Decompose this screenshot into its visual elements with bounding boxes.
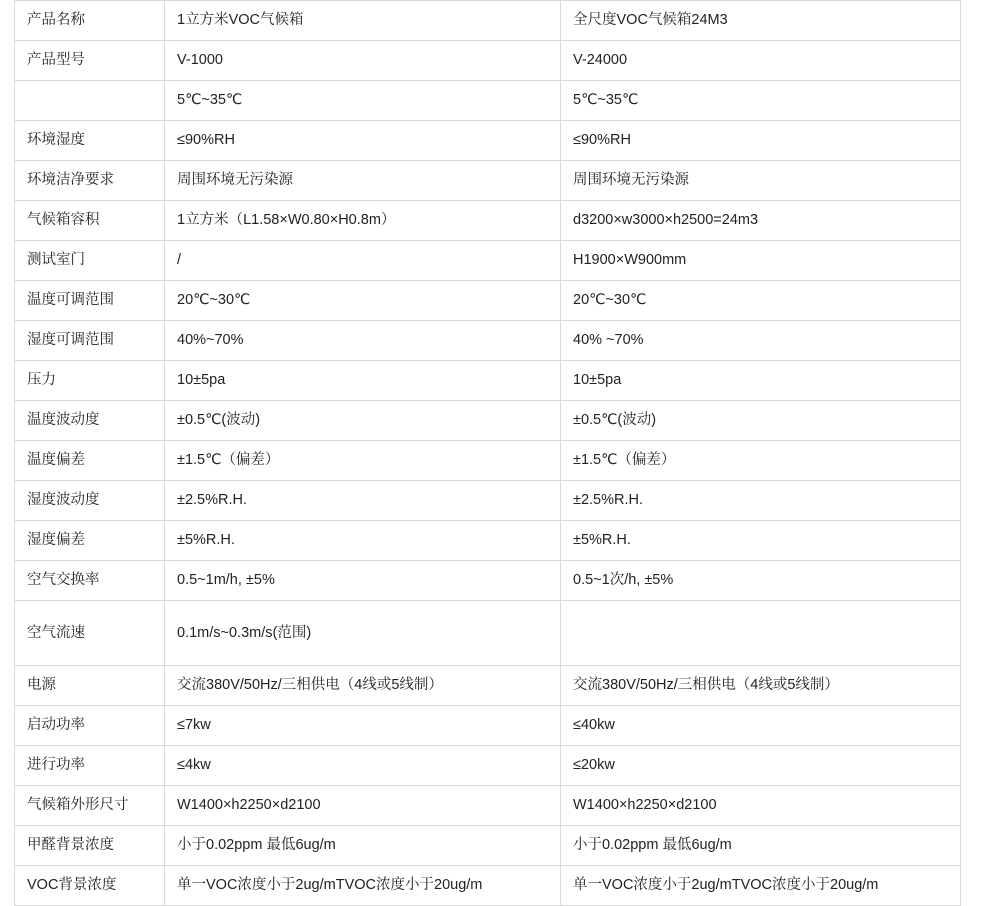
row-value-model-2: 单一VOC浓度小于2ug/mTVOC浓度小于20ug/m [561,866,961,906]
table-row [15,521,961,561]
table-row [15,601,961,666]
row-value-model-2: V-24000 [561,41,961,81]
row-value-model-1: ≤4kw [165,746,561,786]
row-value-model-2: ±2.5%R.H. [561,481,961,521]
row-value-model-2: 交流380V/50Hz/三相供电（4线或5线制） [561,666,961,706]
table-row [15,666,961,706]
table-row [15,201,961,241]
row-value-model-2: H1900×W900mm [561,241,961,281]
table-row [15,321,961,361]
row-value-model-1: 交流380V/50Hz/三相供电（4线或5线制） [165,666,561,706]
row-label: 空气交换率 [15,561,165,601]
row-label: 电源 [15,666,165,706]
table-row [15,81,961,121]
row-value-model-2: ≤20kw [561,746,961,786]
row-value-model-1: ≤90%RH [165,121,561,161]
row-value-model-2: ≤90%RH [561,121,961,161]
table-row [15,746,961,786]
table-row [15,866,961,906]
table-row [15,481,961,521]
product-specification-table [14,0,961,906]
row-value-model-2: ±5%R.H. [561,521,961,561]
row-label: 气候箱容积 [15,201,165,241]
row-value-model-1: 小于0.02ppm 最低6ug/m [165,826,561,866]
table-row [15,786,961,826]
table-row [15,241,961,281]
row-label [15,81,165,121]
table-row [15,121,961,161]
table-row [15,706,961,746]
table-row [15,561,961,601]
row-label: 温度波动度 [15,401,165,441]
row-label: 启动功率 [15,706,165,746]
row-label: 产品型号 [15,41,165,81]
table-row [15,441,961,481]
row-value-model-1: 0.5~1m/h, ±5% [165,561,561,601]
row-label: 湿度偏差 [15,521,165,561]
row-value-model-1: 10±5pa [165,361,561,401]
row-value-model-1: ±2.5%R.H. [165,481,561,521]
row-value-model-1: 周围环境无污染源 [165,161,561,201]
row-value-model-1: V-1000 [165,41,561,81]
row-value-model-1: ±1.5℃（偏差） [165,441,561,481]
row-value-model-2 [561,601,961,666]
row-value-model-2: 20℃~30℃ [561,281,961,321]
row-label: 压力 [15,361,165,401]
row-label: 湿度可调范围 [15,321,165,361]
row-label: 湿度波动度 [15,481,165,521]
row-value-model-2: 全尺度VOC气候箱24M3 [561,1,961,41]
row-value-model-1: 1立方米VOC气候箱 [165,1,561,41]
row-label: 环境洁净要求 [15,161,165,201]
row-label: 产品名称 [15,1,165,41]
row-value-model-1: ≤7kw [165,706,561,746]
table-row [15,826,961,866]
row-value-model-2: 40% ~70% [561,321,961,361]
table-row [15,1,961,41]
row-label: 甲醛背景浓度 [15,826,165,866]
row-label: 环境湿度 [15,121,165,161]
row-label: 进行功率 [15,746,165,786]
row-label: 空气流速 [15,601,165,666]
row-value-model-2: ±1.5℃（偏差） [561,441,961,481]
row-label: 温度偏差 [15,441,165,481]
row-label: 气候箱外形尺寸 [15,786,165,826]
table-row [15,281,961,321]
row-value-model-1: / [165,241,561,281]
table-row [15,361,961,401]
row-value-model-2: 小于0.02ppm 最低6ug/m [561,826,961,866]
row-label: 测试室门 [15,241,165,281]
row-label: 温度可调范围 [15,281,165,321]
table-body [15,1,961,906]
row-value-model-1: 5℃~35℃ [165,81,561,121]
row-value-model-1: ±0.5℃(波动) [165,401,561,441]
row-value-model-2: 0.5~1次/h, ±5% [561,561,961,601]
row-value-model-2: d3200×w3000×h2500=24m3 [561,201,961,241]
row-value-model-1: 20℃~30℃ [165,281,561,321]
row-value-model-1: 40%~70% [165,321,561,361]
row-value-model-1: W1400×h2250×d2100 [165,786,561,826]
row-label: VOC背景浓度 [15,866,165,906]
table-row [15,41,961,81]
row-value-model-2: W1400×h2250×d2100 [561,786,961,826]
row-value-model-2: 10±5pa [561,361,961,401]
row-value-model-2: ≤40kw [561,706,961,746]
row-value-model-2: 周围环境无污染源 [561,161,961,201]
row-value-model-1: ±5%R.H. [165,521,561,561]
row-value-model-2: 5℃~35℃ [561,81,961,121]
row-value-model-2: ±0.5℃(波动) [561,401,961,441]
row-value-model-1: 0.1m/s~0.3m/s(范围) [165,601,561,666]
row-value-model-1: 单一VOC浓度小于2ug/mTVOC浓度小于20ug/m [165,866,561,906]
table-row [15,401,961,441]
row-value-model-1: 1立方米（L1.58×W0.80×H0.8m） [165,201,561,241]
table-row [15,161,961,201]
